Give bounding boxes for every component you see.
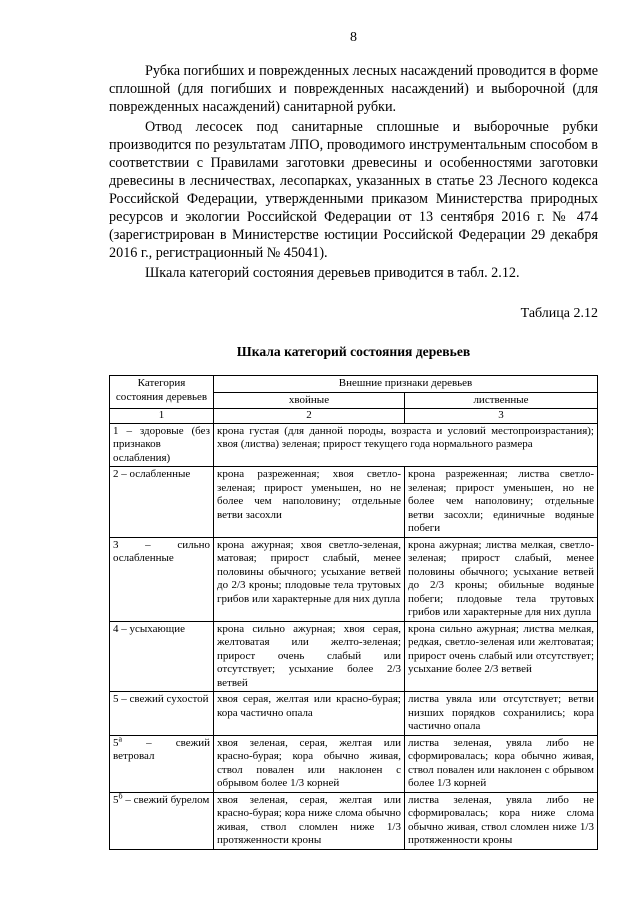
header-conifer: хвойные [214,392,405,409]
category-cell: 5 – свежий сухостой [110,692,214,736]
category-cell: 2 – ослабленные [110,467,214,538]
paragraph-felling-forms: Рубка погибших и поврежденных лесных насаждений проводится в форме сплошной (для погибших и поврежденных насаждений) и выборочной (для поврежденных насаждений) санитарной рубки. [109,63,599,115]
category-cell: 3 – сильно ослабленные [110,537,214,621]
category-cell [110,792,214,849]
category-cell: 1 – здоровые (без признаков ослабления) [110,423,214,467]
header-deciduous: лиственные [405,392,598,409]
table-row [110,423,598,467]
deciduous-cell: листва зеленая, увяла либо не сформировалась; кора обычно живая, ствол повален или наклонен с обрывом более 1/3 корней [405,735,598,792]
signs-merged-cell: крона густая (для данной породы, возраста и условий местопроизрастания); хвоя (листва) зеленая; прирост текущего года нормального размера [214,423,598,467]
table-row [110,537,598,621]
tree-condition-table [109,375,598,850]
category-cell: 4 – усыхающие [110,621,214,692]
table-row [110,692,598,736]
conifer-cell: крона сильно ажурная; хвоя серая, желтоватая или желто-зеленая; прирост очень слабый или отсутствует; усыхание более 2/3 ветвей [214,621,405,692]
header-category: Категория состояния деревьев [110,376,214,409]
column-number: 2 [214,409,405,424]
conifer-cell: хвоя зеленая, серая, желтая или красно-бурая; кора ниже слома обычно живая, ствол сломлен ниже 1/3 протяженности кроны [214,792,405,849]
category-superscript: а [118,733,123,743]
page-number: 8 [350,30,357,45]
category-label: $5^б$ – свежий бурелом [113,790,210,806]
conifer-cell: хвоя серая, желтая или красно-бурая; кора частично опала [214,692,405,736]
deciduous-cell: крона сильно ажурная; листва мелкая, редкая, светло-зеленая или желтоватая; прирост очень слабый или отсутствует; усыхание более 2/3 ветвей [405,621,598,692]
deciduous-cell: листва увяла или отсутствует; ветви низших порядков сохранились; кора частично опала [405,692,598,736]
table-title: Шкала категорий состояния деревьев [236,344,471,359]
table-row [110,621,598,692]
table-row [110,735,598,792]
deciduous-cell: листва зеленая, увяла либо не сформировалась; кора ниже слома обычно живая, ствол сломлен ниже 1/3 протяженности кроны [405,792,598,849]
table-reference: Таблица 2.12 [520,306,598,321]
conifer-cell: крона разреженная; хвоя светло-зеленая; прирост уменьшен, но не более чем наполовину; отдельные ветви засохли [214,467,405,538]
column-number-row [110,409,598,424]
deciduous-cell: крона ажурная; листва мелкая, светло-зеленая; прирост слабый, менее половины обычного; усыхание ветвей до 2/3 кроны; обильные водяные побеги; плодовые тела трутовых грибов или характерные для них дупла [405,537,598,621]
paragraph-plot-allocation: Отвод лесосек под санитарные сплошные и выборочные рубки производится по результатам ЛПО, проводимого инструментальным способом в соответствии с Правилами заготовки древесины и особенностями заготовки древесины в лесничествах, лесопарках, указанных в статье 23 Лесного кодекса Российской Федерации, утвержденными приказом Министерства природных ресурсов и экологии Российской Федерации от 13 сентября 2016 г. № 474 (зарегистрирован в Министерстве юстиции Российской Федерации 29 декабря 2016 г., регистрационный № 45041). [109,119,598,261]
table-header-row [110,376,598,393]
category-label: $5^а$ – свежий ветровал [113,733,210,762]
category-cell [110,735,214,792]
table-row [110,467,598,538]
deciduous-cell: крона разреженная; листва светло-зеленая; прирост уменьшен, но не более чем наполовину; отдельные ветви засохли; единичные водяные побеги [405,467,598,538]
conifer-cell: хвоя зеленая, серая, желтая или красно-бурая; кора обычно живая, ствол повален или наклонен с обрывом более 1/3 корней [214,735,405,792]
paragraph-table-intro: Шкала категорий состояния деревьев приводится в табл. 2.12. [145,265,520,281]
column-number: 3 [405,409,598,424]
header-external-signs: Внешние признаки деревьев [214,376,598,393]
column-number: 1 [110,409,214,424]
table-row [110,792,598,849]
category-superscript: б [118,790,123,800]
conifer-cell: крона ажурная; хвоя светло-зеленая, матовая; прирост слабый, менее половины обычного; усыхание ветвей до 2/3 кроны; плодовые тела трутовых грибов или характерные для них дупла [214,537,405,621]
